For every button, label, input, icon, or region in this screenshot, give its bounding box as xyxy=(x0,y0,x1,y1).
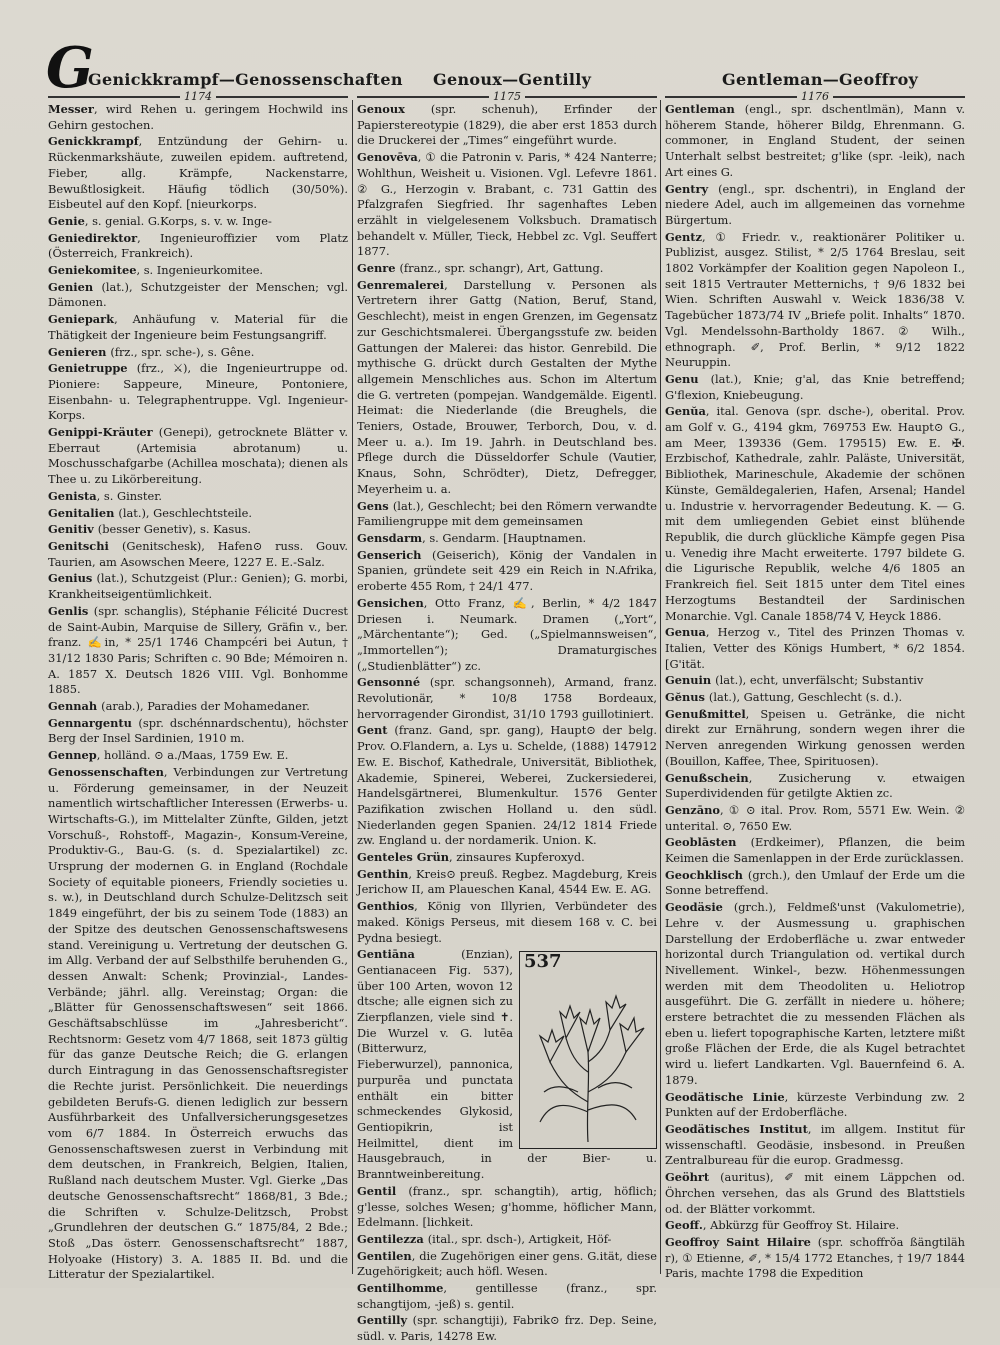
dictionary-entry: Messer, wird Rehen u. geringem Hochwild ins Gehirn gestochen. xyxy=(48,102,348,132)
dictionary-entry: Gentilhomme, gentillesse (franz., spr. schangtijom, -jeß) s. gentil. xyxy=(357,1281,657,1311)
column-right xyxy=(665,102,966,1281)
gentian-illustration xyxy=(520,952,656,1148)
dictionary-entry: Genius (lat.), Schutzgeist (Plur.: Genien); G. morbi, Krankheitseigentümlichkeit. xyxy=(48,571,349,602)
dictionary-entry: Genitschi (Genitschesk), Hafen⊙ russ. Gouv. Taurien, am Asowschen Meere, 1227 E. E.-Salz. xyxy=(48,538,348,569)
dictionary-entry: Geoffroy Saint Hilaire (spr. schoffrŏa ßängtiläh r), ① Etienne, ✐, * 15/4 1772 Etanches, † 19/7 1844 Paris, machte 1798 die Expedition xyxy=(665,1234,965,1281)
dictionary-entry: Gens (lat.), Geschlecht; bei den Römern verwandte Familiengruppe mit dem gemeinsamen xyxy=(357,498,657,529)
dictionary-entry: Genserich (Geiserich), König der Vandalen in Spanien, gründete seit 429 ein Reich in N.Afrika, eroberte 455 Rom, † 24/1 477. xyxy=(357,547,657,594)
column-divider xyxy=(352,100,353,1274)
dictionary-entry: Gennah (arab.), Paradies der Mohamedaner. xyxy=(48,699,310,714)
entry-gentiana: Gentiāna (Enzian), Gentianaceen Fig. 537), über 100 Arten, wovon 12 dtsche; alle eignen sich zu Zierpflanzen, viele sind ✝. Die Wurzel v. G. lutēa (Bitterwurz, Fieberwurzel), pannonica, purpurēa und punctata enthält ein bitter schmeckendes Glykosid, Gentiopikrin, ist Heilmittel, dient im Hausgebrauch, in der Bier- u. Branntweinbereitung. xyxy=(357,947,657,1182)
dictionary-entry: Geniedirektor, Ingenieuroffizier vom Platz (Österreich, Frankreich). xyxy=(48,230,348,261)
column-left xyxy=(48,102,349,1282)
page-number-middle: 1175 xyxy=(357,96,657,98)
dictionary-entry: Genzāno, ① ⊙ ital. Prov. Rom, 5571 Ew. Wein. ② unterital. ⊙, 7650 Ew. xyxy=(665,802,965,833)
dictionary-entry: Geochklisch (grch.), den Umlauf der Erde um die Sonne betreffend. xyxy=(665,867,965,898)
header-middle: Genoux—Gentilly xyxy=(433,70,592,89)
dictionary-entry: Gentilly (spr. schangtiji), Fabrik⊙ frz. Dep. Seine, südl. v. Paris, 14278 Ew. xyxy=(357,1313,657,1344)
dictionary-entry: Geodätische Linie, kürzeste Verbindung zw. 2 Punkten auf der Erdoberfläche. xyxy=(665,1089,965,1120)
figure-number: 537 xyxy=(524,951,562,973)
dictionary-entry: Geniepark, Anhäufung v. Material für die Thätigkeit der Ingenieure beim Festungsangriff. xyxy=(48,312,348,342)
dictionary-entry: Gensichen, Otto Franz, ✍, Berlin, * 4/2 1847 Driesen i. Neumark. Dramen („Yort“, „Märchentante“); Ged. („Spielmannsweisen“, „Immortellen“); Dramaturgisches („Studienblätter“) zc. xyxy=(357,595,657,673)
dictionary-entry: Genoux (spr. schenuh), Erfinder der Papierstereotypie (1829), die aber erst 1853 durch die Druckerei der „Times“ eingeführt wurde. xyxy=(357,102,657,148)
dictionary-entry: Genovēva, ① die Patronin v. Paris, * 424 Nanterre; Wohlthun, Weisheit u. Visionen. Vgl. Lefevre 1861. ② G., Herzogin v. Brabant, c. 731 Gattin des Pfalzgrafen Siegfried. Ihr sagenhaftes Leben erzählt in vielgelesenem Volksbuch. Dramatisch behandelt v. Müller, Tieck, Hebbel zc. Vgl. Seuffert 1877. xyxy=(357,150,657,259)
dictionary-entry: Genista, s. Ginster. xyxy=(48,488,163,503)
dictionary-entry: Geoff., Abkürzg für Geoffroy St. Hilaire. xyxy=(665,1218,900,1233)
dictionary-entry: Geodäsie (grch.), Feldmeß'unst (Vakulometrie), Lehre v. der Ausmessung u. graphischen Darstellung der Erdoberfläche u. zwar entweder horizontal durch Triangulation od. vertikal durch Nivellement. Winkel-, bezw. Höhenmessungen werden mit dem Theodoliten u. Heliotrop ausgeführt. Die G. zerfällt in niedere u. höhere; erstere betrachtet die zu messenden Flächen als eben u. liefert topographische Karten, letztere mißt große Flächen der Erde, die als Kugel betrachtet wird u. liefert Landkarten. Vgl. Bauernfeind 6. A. 1879. xyxy=(665,900,965,1087)
dictionary-entry: Genre (franz., spr. schangr), Art, Gattung. xyxy=(357,261,604,276)
dictionary-entry: Genickkrampf, Entzündung der Gehirn- u. Rückenmarkshäute, zuweilen epidem. auftretend, Fieber, allg. Krämpfe, Nackenstarre, Bewußtlosigkeit. Häufig tödlich (30/50%). Eisbeutel auf den Kopf. [nieurkorps. xyxy=(48,134,348,212)
dictionary-entry: Genlis (spr. schanglis), Stéphanie Félicité Ducrest de Saint-Aubin, Marquise de Sillery, Gräfin v., ber. franz. ✍in, * 25/1 1746 Champcéri bei Autun, † 31/12 1830 Paris; Schriften c. 90 Bde; Mémoiren n. A. 1857 X. Deutsch 1826 VIII. Vgl. Bonhomme 1885. xyxy=(48,603,348,697)
dictionary-entry: Genußschein, Zusicherung v. etwaigen Superdividenden für getilgte Aktien zc. xyxy=(665,770,965,801)
dictionary-entry: Geöhrt (auritus), ✐ mit einem Läppchen od. Öhrchen versehen, das als Grund des Blattstiels od. der Blätter vorkommt. xyxy=(665,1170,965,1216)
dictionary-entry: Geodätisches Institut, im allgem. Institut für wissenschaftl. Geodäsie, insbesond. in Preußen Zentralbureau für die europ. Gradmessg. xyxy=(665,1122,966,1168)
dictionary-entry: Genippi-Kräuter (Genepi), getrocknete Blätter v. Eberraut (Artemisia abrotanum) u. Moschusschafgarbe (Achillea moschata); dienen als Thee u. zu Likörbereitung. xyxy=(48,425,348,487)
dictionary-entry: Genitalien (lat.), Geschlechtsteile. xyxy=(48,505,253,520)
dictionary-entry: Gentilen, die Zugehörigen einer gens. G.ität, diese Zugehörigkeit; auch höfl. Wesen. xyxy=(357,1248,657,1279)
column-middle xyxy=(357,102,658,1344)
dictionary-entry: Genthios, König von Illyrien, Verbündeter des maked. Königs Perseus, mit diesem 168 v. C. bei Pydna besiegt. xyxy=(357,899,657,945)
dictionary-entry: Gensonné (spr. schangsonneh), Armand, franz. Revolutionär, * 10/8 1758 Bordeaux, hervorragender Girondist, 31/10 1793 guillotiniert. xyxy=(357,675,657,721)
dictionary-entry: Genuin (lat.), echt, unverfälscht; Substantiv xyxy=(665,673,924,688)
dictionary-entry: Genthin, Kreis⊙ preuß. Regbez. Magdeburg, Kreis Jerichow II, am Plaueschen Kanal, 4544 Ew. E. AG. xyxy=(357,866,657,897)
header-right: Gentleman—Geoffroy xyxy=(722,70,919,89)
initial-letter: G xyxy=(46,35,94,101)
dictionary-entry: Geoblāsten (Erdkeimer), Pflanzen, die beim Keimen die Samenlappen in der Erde zurücklassen. xyxy=(665,835,965,866)
dictionary-entry: Genu (lat.), Knie; g'al, das Knie betreffend; G'flexion, Kniebeugung. xyxy=(665,371,965,402)
page-number-right: 1176 xyxy=(665,96,965,98)
dictionary-entry: Genitiv (besser Genetiv), s. Kasus. xyxy=(48,522,252,537)
dictionary-entry: Genieren (frz., spr. sche-), s. Gêne. xyxy=(48,344,255,359)
dictionary-entry: Gent (franz. Gand, spr. gang), Haupt⊙ der belg. Prov. O.Flandern, a. Lys u. Schelde, (1888) 147912 Ew. E. Bischof, Kathedrale, Universität, Bibliothek, Akademie, Spinerei, Weberei, Zuckersiederei, Handelsgärtnerei, Blumenkultur. 1576 Genter Pazifikation zwischen Holland u. den südl. Niederlanden gegen Spanien. 24/12 1814 Friede zw. England u. der nordamerik. Union. K. xyxy=(357,723,658,848)
dictionary-entry: Genteles Grün, zinsaures Kupferoxyd. xyxy=(357,850,585,865)
dictionary-entry: Gentil (franz., spr. schangtih), artig, höflich; g'lesse, solches Wesen; g'homme, höflicher Mann, Edelmann. [lichkeit. xyxy=(357,1183,657,1230)
dictionary-entry: Gĕnus (lat.), Gattung, Geschlecht (s. d.). xyxy=(665,690,903,705)
dictionary-entry: Gentleman (engl., spr. dschentlmän), Mann v. höherem Stande, höherer Bildg, Ehrenmann. G. commoner, in England Student, der seinen Unterhalt selbst bestreitet; g'like (spr. -leik), nach Art eines G. xyxy=(665,102,965,179)
dictionary-entry: Genŭa, ital. Genova (spr. dsche-), oberital. Prov. am Golf v. G., 4194 gkm, 769753 Ew. Haupt⊙ G., am Meer, 139336 (Gem. 179515) Ew. E. ✠. Erzbischof, Kathedrale, zahlr. Paläste, Universität, Bibliothek, Marineschule, Akademie der schönen Künste, Gemäldegalerien, Hafen, Arsenal; Handel u. Industrie v. hervorragender Bedeutung. K. — G. mit dem umliegenden Gebiet einst blühende Republik, die durch glückliche Kämpfe gegen Pisa u. Venedig ihre Macht erweiterte. 1797 bildete G. die Ligurische Republik, welche 4/6 1805 an Frankreich fiel. Seit 1815 unter dem Titel eines Herzogtums Bestandteil der Sardinischen Monarchie. Vgl. Canale 1858/74 V, Heyck 1886. xyxy=(665,404,965,623)
dictionary-entry: Genie, s. genial. G.Korps, s. v. w. Inge- xyxy=(48,213,272,228)
dictionary-entry: Genossenschaften, Verbindungen zur Vertretung u. Förderung gemeinsamer, in der Neuzeit namentlich wirtschaftlicher Interessen (Erwerbs- u. Wirtschafts-G.), im Mittelalter Zünfte, Gilden, jetzt Vorschuß-, Rohstoff-, Magazin-, Konsum-Vereine, Produktiv-G., Bau-G. (s. d. Spezialartikel) zc. Ursprung der modernen G. in England (Rochdale Society of equitable pioneers, Friendly societies u. s. w.), in Deutschland durch Schulze-Delitzsch seit 1849 eingeführt, der bis zu seinem Tode (1883) an der Spitze des deutschen Genossenschaftswesens stand. Vereinigung u. Vertretung der deutschen G. im Allg. Verband der auf Selbsthilfe beruhenden G., dessen Anwalt: Schenk; Provinzial-, Landes-Verbände; jährl. allg. Vereinstag; Organ: die „Blätter für Genossenschaftswesen“ seit 1866. Geschäftsabschlüsse im „Jahresbericht“. Rechtsnorm: Gesetz vom 4/7 1868, seit 1873 gültig für das ganze Deutsche Reich; die G. erlangen durch Eintragung in das Genossenschaftsregister die Rechte jurist. Persönlichkeit. Die neuerdings gebildeten Berufs-G. dienen lediglich zur bessern Ausführbarkeit des Unfallversicherungsgesetzes vom 6/7 1884. In Österreich erwuchs das Genossenschaftswesen zuerst in Verbindung mit dem deutschen, in Frankreich, Belgien, Italien, Rußland nach deutschem Muster. Vgl. Gierke „Das deutsche Genossenschaftsrecht“ 1868/81, 3 Bde.; die Schriften v. Schulze-Delitzsch, Probst „Grundlehren der deutschen G.“ 1875/84, 2 Bde.; Stoß „Das österr. Genossenschaftsrecht“ 1887, Holyoake (History) 3. A. 1885 II. Bd. und die Litteratur der Spezialartikel. xyxy=(48,764,349,1282)
dictionary-entry: Genremalerei, Darstellung v. Personen als Vertretern ihrer Gattg (Nation, Beruf, Stand, Geschlecht), meist in engen Grenzen, im Gegensatz zur Geschichtsmalerei. Übergangsstufe zw. beiden Gattungen der Malerei: das histor. Genrebild. Die mythische G. drückt durch Gestalten der Mythe allgemein Menschliches aus. Schon im Altertum die G. vertreten (pompejan. Wandgemälde. Eigentl. Heimat: die Niederlande (die Breughels, die Teniers, Ostade, Brouwer, Terborch, Dou, v. d. Meer u. a.). Im 19. Jahrh. in Deutschland bes. Pflege durch die Düsseldorfer Schule (Vautier, Knaus, Sohn, Schrödter), Dietz, Defregger, Meyerheim u. a. xyxy=(357,277,657,496)
dictionary-entry: Genien (lat.), Schutzgeister der Menschen; vgl. Dämonen. xyxy=(48,279,349,310)
dictionary-entry: Genußmittel, Speisen u. Getränke, die nicht direkt zur Ernährung, sondern wegen ihrer die Nerven anregenden Wirkung genossen werden (Bouillon, Kaffee, Thee, Spirituosen). xyxy=(665,706,965,768)
dictionary-entry: Gennep, holländ. ⊙ a./Maas, 1759 Ew. E. xyxy=(48,748,289,763)
page-number-left: 1174 xyxy=(48,96,348,98)
dictionary-entry: Geniekomitee, s. Ingenieurkomitee. xyxy=(48,263,264,278)
dictionary-entry: Genietruppe (frz., ⚔), die Ingenieurtruppe od. Pioniere: Sappeure, Mineure, Pontoniere, Eisenbahn- u. Telegraphentruppe. Vgl. Ingenieur-Korps. xyxy=(48,361,348,423)
column-divider xyxy=(660,100,661,1274)
dictionary-entry: Gentry (engl., spr. dschentri), in England der niedere Adel, auch im allgemeinen das vornehme Bürgertum. xyxy=(665,181,965,227)
figure-537-gentiana xyxy=(519,951,657,1149)
dictionary-entry: Gensdarm, s. Gendarm. [Hauptnamen. xyxy=(357,530,587,545)
dictionary-entry: Gentilezza (ital., spr. dsch-), Artigkeit, Höf- xyxy=(357,1231,612,1246)
dictionary-entry: Gennargentu (spr. dschénnardschentu), höchster Berg der Insel Sardinien, 1910 m. xyxy=(48,715,348,746)
header-left: Genickkrampf—Genossenschaften xyxy=(88,70,403,89)
dictionary-entry: Gentz, ① Friedr. v., reaktionärer Politiker u. Publizist, ausgez. Stilist, * 2/5 1764 Breslau, seit 1802 Vorkämpfer der Koalition gegen Napoleon I., seit 1815 Vertrauter Metternichs, † 9/6 1832 bei Wien. Schriften Auswahl v. Weick 1836/38 V. Tagebücher 1873/74 IV „Briefe polit. Inhalts“ 1870. Vgl. Mendelssohn-Bartholdy 1867. ② Wilh., ethnograph. ✐, Prof. Berlin, * 9/12 1822 Neuruppin. xyxy=(665,229,965,370)
dictionary-entry: Genua, Herzog v., Titel des Prinzen Thomas v. Italien, Vetter des Königs Humbert, * 6/2 1854. [G'ität. xyxy=(665,625,965,671)
